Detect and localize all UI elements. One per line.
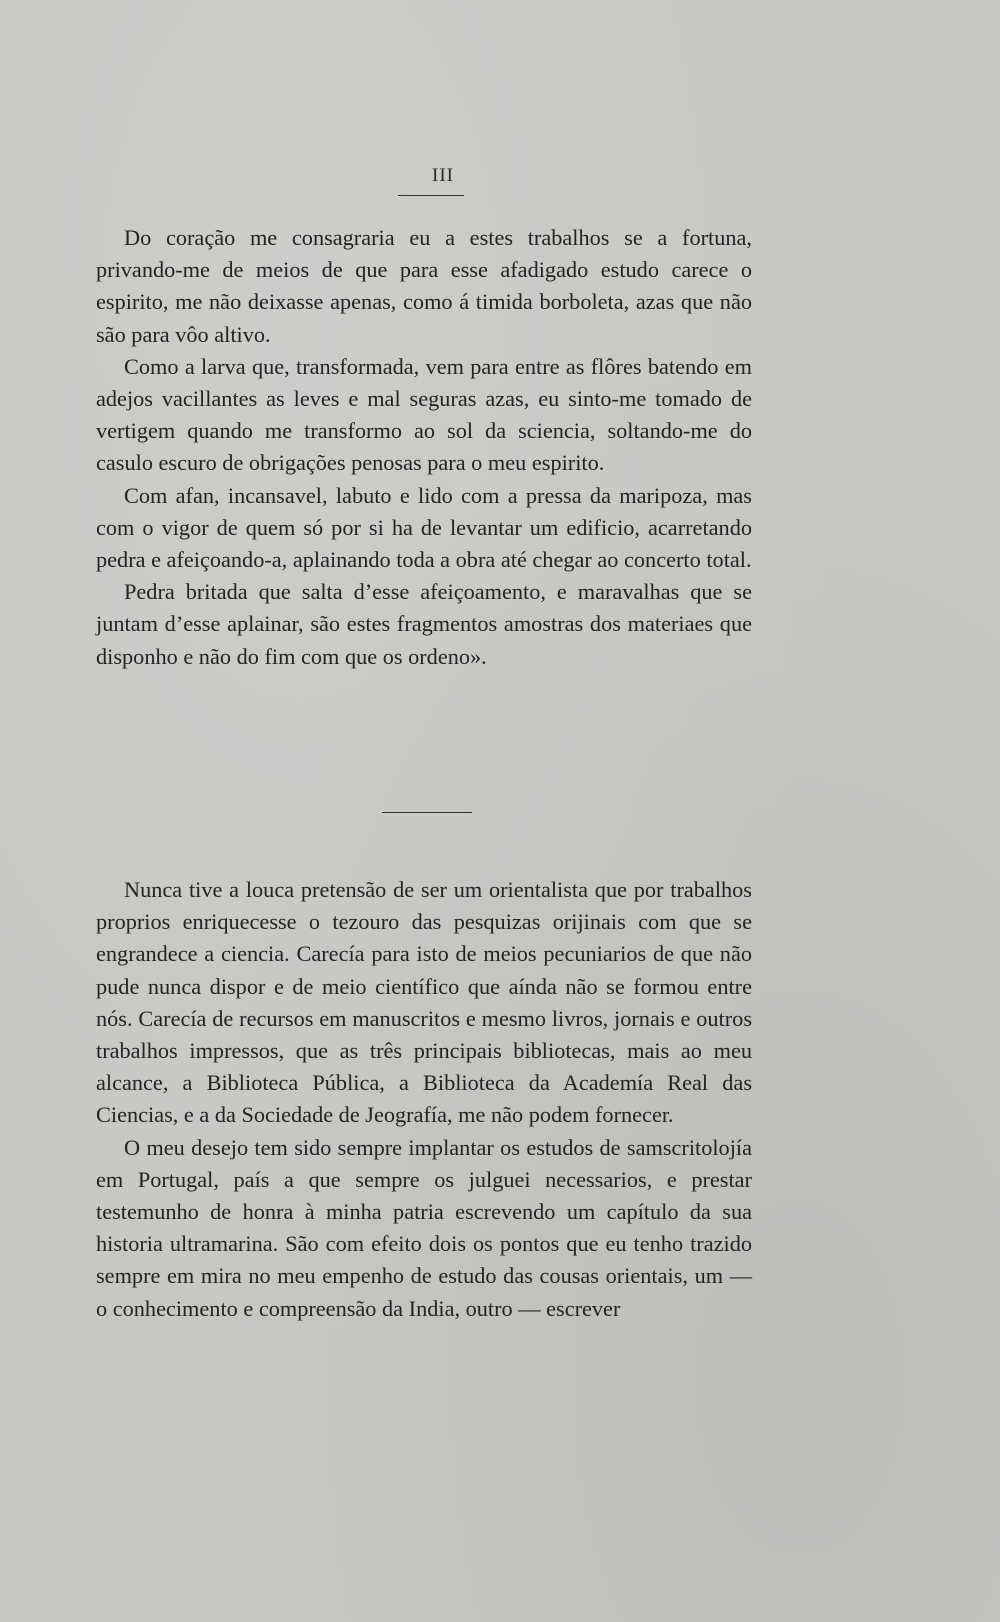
text-block-second: [96, 874, 752, 1325]
paragraph: Pedra britada que salta d’esse afeiçoamento, e maravalhas que se juntam d’esse aplainar, são estes fragmentos amostras dos materiaes que disponho e não do fim com que os ordeno».: [96, 579, 752, 669]
paragraph: O meu desejo tem sido sempre implantar os estudos de samscritolojía em Portugal, país a que sempre os julguei necessarios, e prestar testemunho de honra à minha patria escrevendo um capítulo da sua historia ultramarina. São com efeito dois os pontos que eu tenho trazido sempre em mira no meu empenho de estudo das cousas orientais, um — o conhecimento e compreensão da India, outro — escrever: [96, 1134, 752, 1321]
paragraph: Como a larva que, transformada, vem para entre as flôres batendo em adejos vacillantes as leves e mal seguras azas, eu sinto-me tomado de vertigem quando me transformo ao sol da sciencia, soltando-me do casulo escuro de obrigações penosas para o meu espirito.: [96, 353, 752, 476]
text-block-first: [96, 222, 752, 673]
section-divider: [382, 812, 472, 813]
paragraph: Nunca tive a louca pretensão de ser um orientalista que por trabalhos proprios enriquecesse o tezouro das pesquizas orijinais com que se engrandece a ciencia. Carecía para isto de meios pecuniarios de que não pude nunca dispor e de meio científico que aínda não se formou entre nós. Carecía de recursos em manuscritos e mesmo livros, jornais e outros trabalhos impressos, que as três principais bibliotecas, mais ao meu alcance, a Biblioteca Pública, a Biblioteca da Academía Real das Ciencias, e a da Sociedade de Jeografía, me não podem fornecer.: [96, 877, 752, 1128]
paragraph: Com afan, incansavel, labuto e lido com a pressa da maripoza, mas com o vigor de quem só por si ha de levantar um edificio, acarretando pedra e afeiçoando-a, aplainando toda a obra até chegar ao concerto total.: [96, 482, 752, 573]
paragraph: Do coração me consagraria eu a estes trabalhos se a fortuna, privando-me de meios de que para esse afadigado estudo carece o espirito, me não deixasse apenas, como á timida borboleta, azas que não são para vôo altivo.: [96, 225, 752, 347]
page-number: III: [432, 165, 454, 186]
header-rule: [398, 195, 464, 196]
